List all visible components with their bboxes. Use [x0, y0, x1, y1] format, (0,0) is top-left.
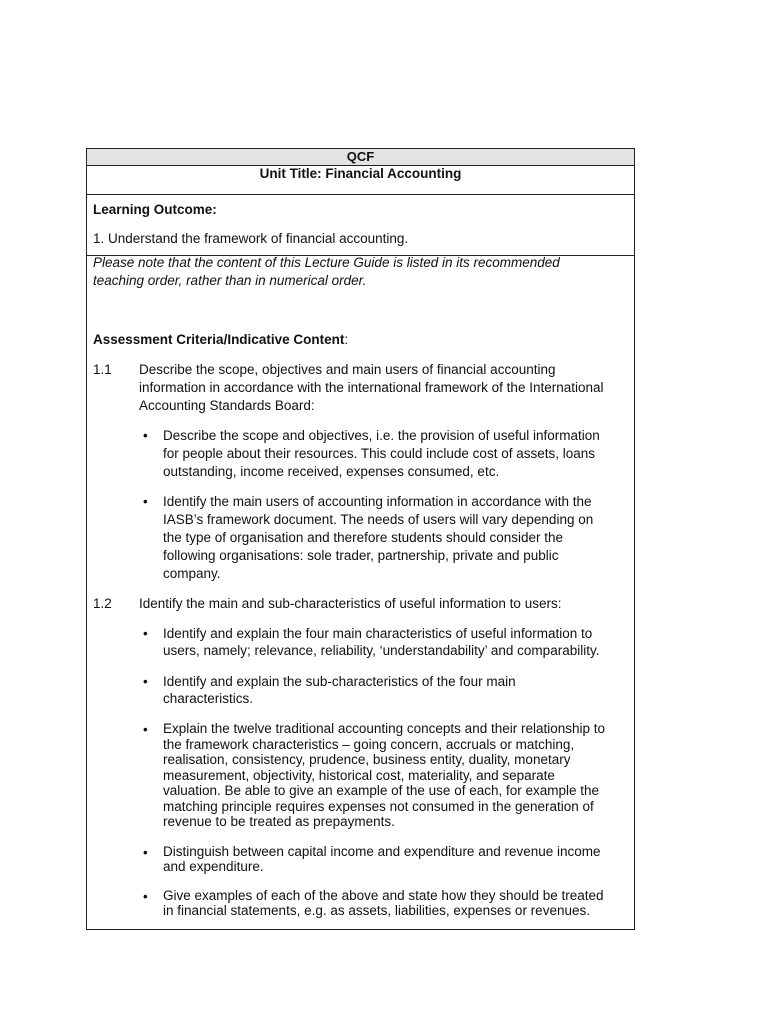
unit-title: Unit Title: Financial Accounting: [87, 166, 634, 195]
bullet-text-line: company.: [163, 566, 221, 581]
criterion-number: 1.2: [93, 596, 112, 611]
bullet-text-line: and expenditure.: [163, 859, 264, 874]
bullet-icon: •: [143, 494, 148, 509]
criterion-text-line: Describe the scope, objectives and main users of financial accounting: [139, 362, 556, 377]
bullet-text-line: Describe the scope and objectives, i.e. the provision of useful information: [163, 428, 600, 443]
bullet-icon: •: [143, 428, 148, 443]
bullet-icon: •: [143, 889, 148, 904]
bullet-text-line: the type of organisation and therefore students should consider the: [163, 530, 564, 545]
bullet-text-line: for people about their resources. This could include cost of assets, loans: [163, 446, 595, 461]
bullet-text-line: realisation, consistency, prudence, business entity, duality, monetary: [163, 752, 571, 767]
bullet-text-line: Identify the main users of accounting information in accordance with the: [163, 494, 592, 509]
bullet-text-line: measurement, objectivity, historical cost, materiality, and separate: [163, 768, 555, 783]
qcf-header: QCF: [87, 149, 634, 166]
criterion-number: 1.1: [93, 362, 112, 377]
criterion-text-line: information in accordance with the international framework of the International: [139, 380, 604, 395]
bullet-text-line: users, namely; relevance, reliability, ‘understandability’ and comparability.: [163, 643, 600, 658]
learning-outcome-section: [87, 195, 634, 256]
learning-outcome-heading: Learning Outcome:: [93, 202, 217, 217]
bullet-text-line: outstanding, income received, expenses consumed, etc.: [163, 464, 500, 479]
bullet-text-line: following organisations: sole trader, partnership, private and public: [163, 548, 559, 563]
bullet-icon: •: [143, 722, 148, 737]
learning-outcome-text: 1. Understand the framework of financial accounting.: [93, 231, 409, 246]
bullet-text-line: Identify and explain the sub-characteristics of the four main: [163, 674, 516, 689]
unit-document-table: [86, 148, 635, 930]
bullet-text-line: characteristics.: [163, 691, 254, 706]
bullet-text-line: Distinguish between capital income and expenditure and revenue income: [163, 844, 601, 859]
note-line: Please note that the content of this Lecture Guide is listed in its recommended: [93, 255, 560, 270]
bullet-text-line: Give examples of each of the above and state how they should be treated: [163, 888, 604, 903]
bullet-text-line: matching principle requires expenses not consumed in the generation of: [163, 799, 594, 814]
bullet-icon: •: [143, 845, 148, 860]
bullet-text-line: Identify and explain the four main characteristics of useful information to: [163, 626, 593, 641]
criterion-text-line: Identify the main and sub-characteristics of useful information to users:: [139, 596, 562, 611]
bullet-icon: •: [143, 674, 148, 689]
bullet-icon: •: [143, 626, 148, 641]
bullet-text-line: the framework characteristics – going concern, accruals or matching,: [163, 737, 575, 752]
bullet-text-line: in financial statements, e.g. as assets, liabilities, expenses or revenues.: [163, 903, 590, 918]
note-line: teaching order, rather than in numerical order.: [93, 273, 367, 288]
criterion-text-line: Accounting Standards Board:: [139, 398, 315, 413]
bullet-text-line: Explain the twelve traditional accounting concepts and their relationship to: [163, 721, 606, 736]
assessment-heading: Assessment Criteria/Indicative Content:: [93, 332, 349, 347]
bullet-text-line: IASB’s framework document. The needs of users will vary depending on: [163, 512, 594, 527]
bullet-text-line: revenue to be treated as prepayments.: [163, 814, 395, 829]
bullet-text-line: valuation. Be able to give an example of the use of each, for example the: [163, 783, 600, 798]
